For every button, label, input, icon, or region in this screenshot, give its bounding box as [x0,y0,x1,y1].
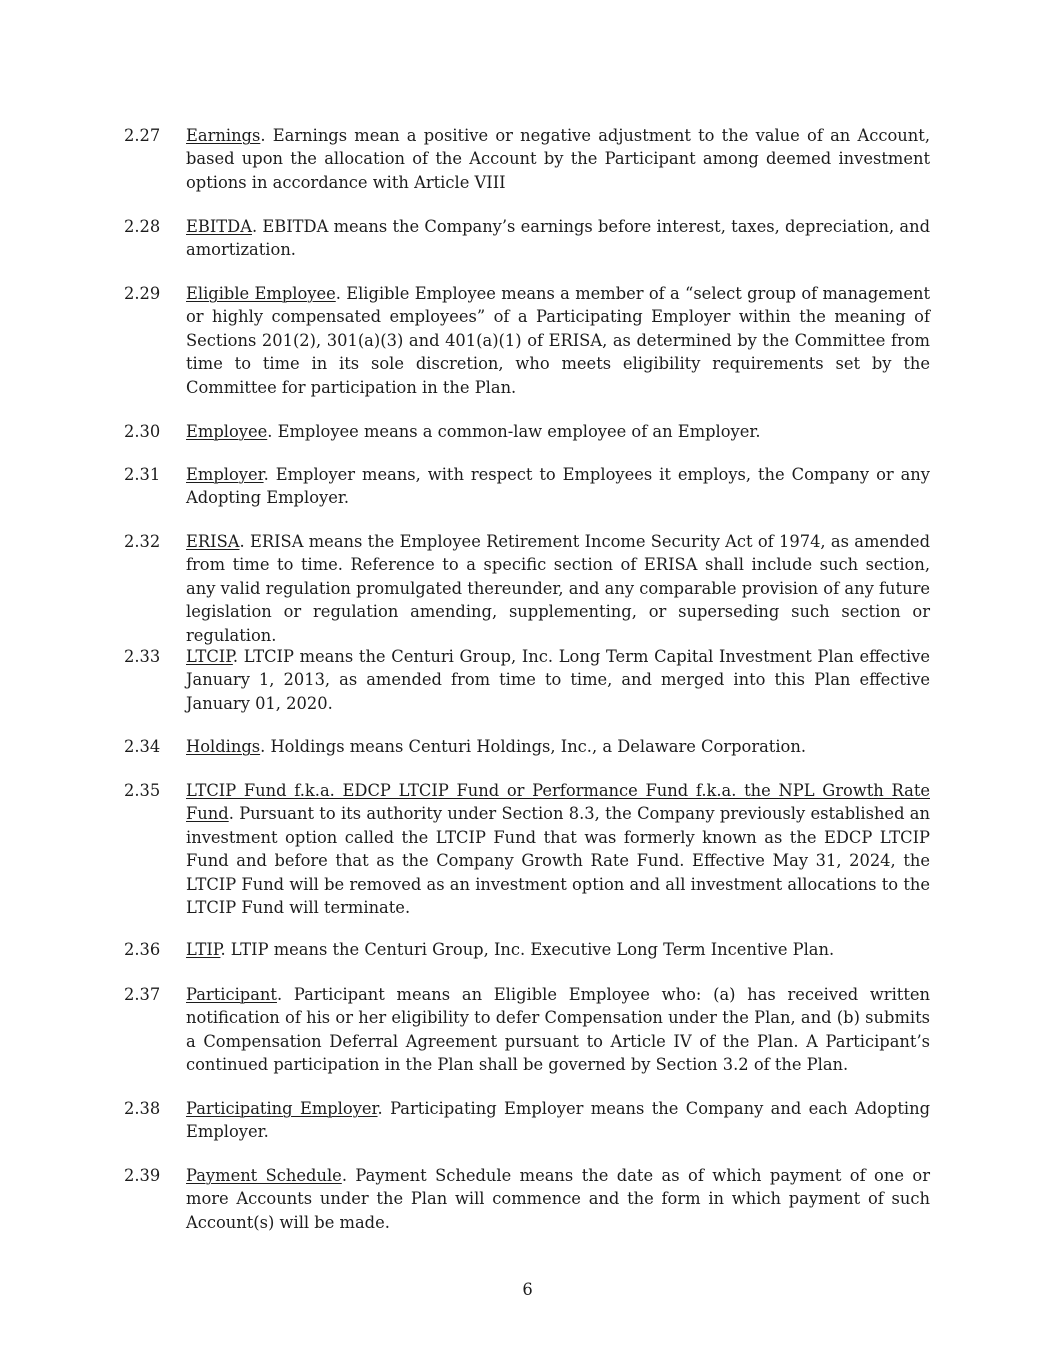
section-number: 2.34 [124,737,161,756]
term-separator: . [239,532,250,551]
defined-term: Payment Schedule [186,1166,342,1185]
section-body [186,779,930,919]
section-body [186,124,930,194]
term-separator: . [232,647,244,666]
term-separator: . [335,284,347,303]
defined-term: Employer [186,465,264,484]
section-2-38 [124,1097,930,1144]
section-body [186,463,930,510]
defined-term: Earnings [186,126,261,145]
term-separator: . [260,126,273,145]
definition-text: Employer means, with respect to Employees it employs, the Company or any Adopting Employer. [186,465,930,508]
section-number: 2.32 [124,532,161,551]
section-number: 2.29 [124,284,161,303]
term-separator: . [251,217,263,236]
defined-term: LTCIP Fund f.k.a. EDCP LTCIP Fund or Performance Fund f.k.a. the NPL Growth Rate Fund [186,781,930,824]
section-2-35 [124,779,930,919]
page-number: 6 [522,1280,533,1299]
term-separator: . [260,737,271,756]
definition-text: Pursuant to its authority under Section 8.3, the Company previously established an investment option called the LTCIP Fund that was formerly known as the EDCP LTCIP Fund and before that as the Company Growth Rate Fund. Effective May 31, 2024, the LTCIP Fund will be removed as an investment option and all investment allocations to the LTCIP Fund will terminate. [186,804,930,918]
definition-text: EBITDA means the Company’s earnings before interest, taxes, depreciation, and amortization. [186,217,930,260]
section-number: 2.33 [124,647,161,666]
section-body [186,282,930,399]
section-number: 2.37 [124,985,161,1004]
section-number: 2.36 [124,940,161,959]
term-separator: . [377,1099,391,1118]
definition-text: Holdings means Centuri Holdings, Inc., a Delaware Corporation. [270,737,807,756]
section-2-31 [124,463,930,510]
defined-term: EBITDA [186,217,252,236]
defined-term: Participant [186,985,277,1004]
definition-text: Earnings mean a positive or negative adjustment to the value of an Account, based upon the allocation of the Account by the Participant among deemed investment options in accordance with Article VIII [186,126,930,192]
term-separator: . [267,422,278,441]
definition-text: LTCIP means the Centuri Group, Inc. Long Term Capital Investment Plan effective January 1, 2013, as amended from time to time, and merged into this Plan effective January 01, 2020. [186,647,930,713]
definition-text: ERISA means the Employee Retirement Income Security Act of 1974, as amended from time to time. Reference to a specific section of ERISA shall include such section, any valid regulation promulgated thereunder, and any comparable provision of any future legislation or regulation amending, supplementing, or superseding such section or regulation. [186,532,930,645]
section-number: 2.39 [124,1166,161,1185]
term-separator: . [220,940,231,959]
defined-term: ERISA [186,532,240,551]
section-2-37 [124,983,930,1077]
defined-term: LTIP [186,940,221,959]
section-2-30 [124,420,930,443]
defined-term: Employee [186,422,268,441]
defined-term: Holdings [186,737,261,756]
defined-term: LTCIP [186,647,233,666]
section-2-33 [124,645,930,715]
term-separator: . [263,465,276,484]
defined-term: Eligible Employee [186,284,336,303]
definition-text: Payment Schedule means the date as of which payment of one or more Accounts under the Plan will commence and the form in which payment of such Account(s) will be made. [186,1166,930,1232]
definition-text: Participant means an Eligible Employee who: (a) has received written notification of his or her eligibility to defer Compensation under the Plan, and (b) submits a Compensation Deferral Agreement pursuant to Article IV of the Plan. A Participant’s continued participation in the Plan shall be governed by Section 3.2 of the Plan. [186,985,930,1075]
section-body [186,938,930,961]
section-body [186,215,930,262]
section-number: 2.38 [124,1099,161,1118]
section-body [186,420,930,443]
section-body [186,983,930,1077]
section-2-29 [124,282,930,399]
section-body [186,1097,930,1144]
section-number: 2.28 [124,217,161,236]
definition-text: Employee means a common-law employee of an Employer. [277,422,761,441]
section-2-39 [124,1164,930,1234]
definition-text: Participating Employer means the Company and each Adopting Employer. [186,1099,930,1142]
definition-text: LTIP means the Centuri Group, Inc. Executive Long Term Incentive Plan. [230,940,835,959]
term-separator: . [276,985,294,1004]
section-number: 2.31 [124,465,161,484]
term-separator: . [228,804,240,824]
section-2-28 [124,215,930,262]
section-2-27 [124,124,930,194]
section-body [186,530,930,647]
definition-text: Eligible Employee means a member of a “select group of management or highly compensated employees” of a Participating Employer within the meaning of Sections 201(2), 301(a)(3) and 401(a)(1) of ERISA, as determined by the Committee from time to time in its sole discretion, who meets eligibility requirements set by the Committee for participation in the Plan. [186,284,930,397]
term-separator: . [341,1166,356,1185]
section-2-32 [124,530,930,647]
section-2-36 [124,938,930,961]
section-body [186,735,930,758]
section-number: 2.27 [124,126,161,145]
section-number: 2.30 [124,422,161,441]
section-body [186,1164,930,1234]
defined-term: Participating Employer [186,1099,378,1118]
section-number: 2.35 [124,781,161,800]
section-2-34 [124,735,930,758]
section-body [186,645,930,715]
